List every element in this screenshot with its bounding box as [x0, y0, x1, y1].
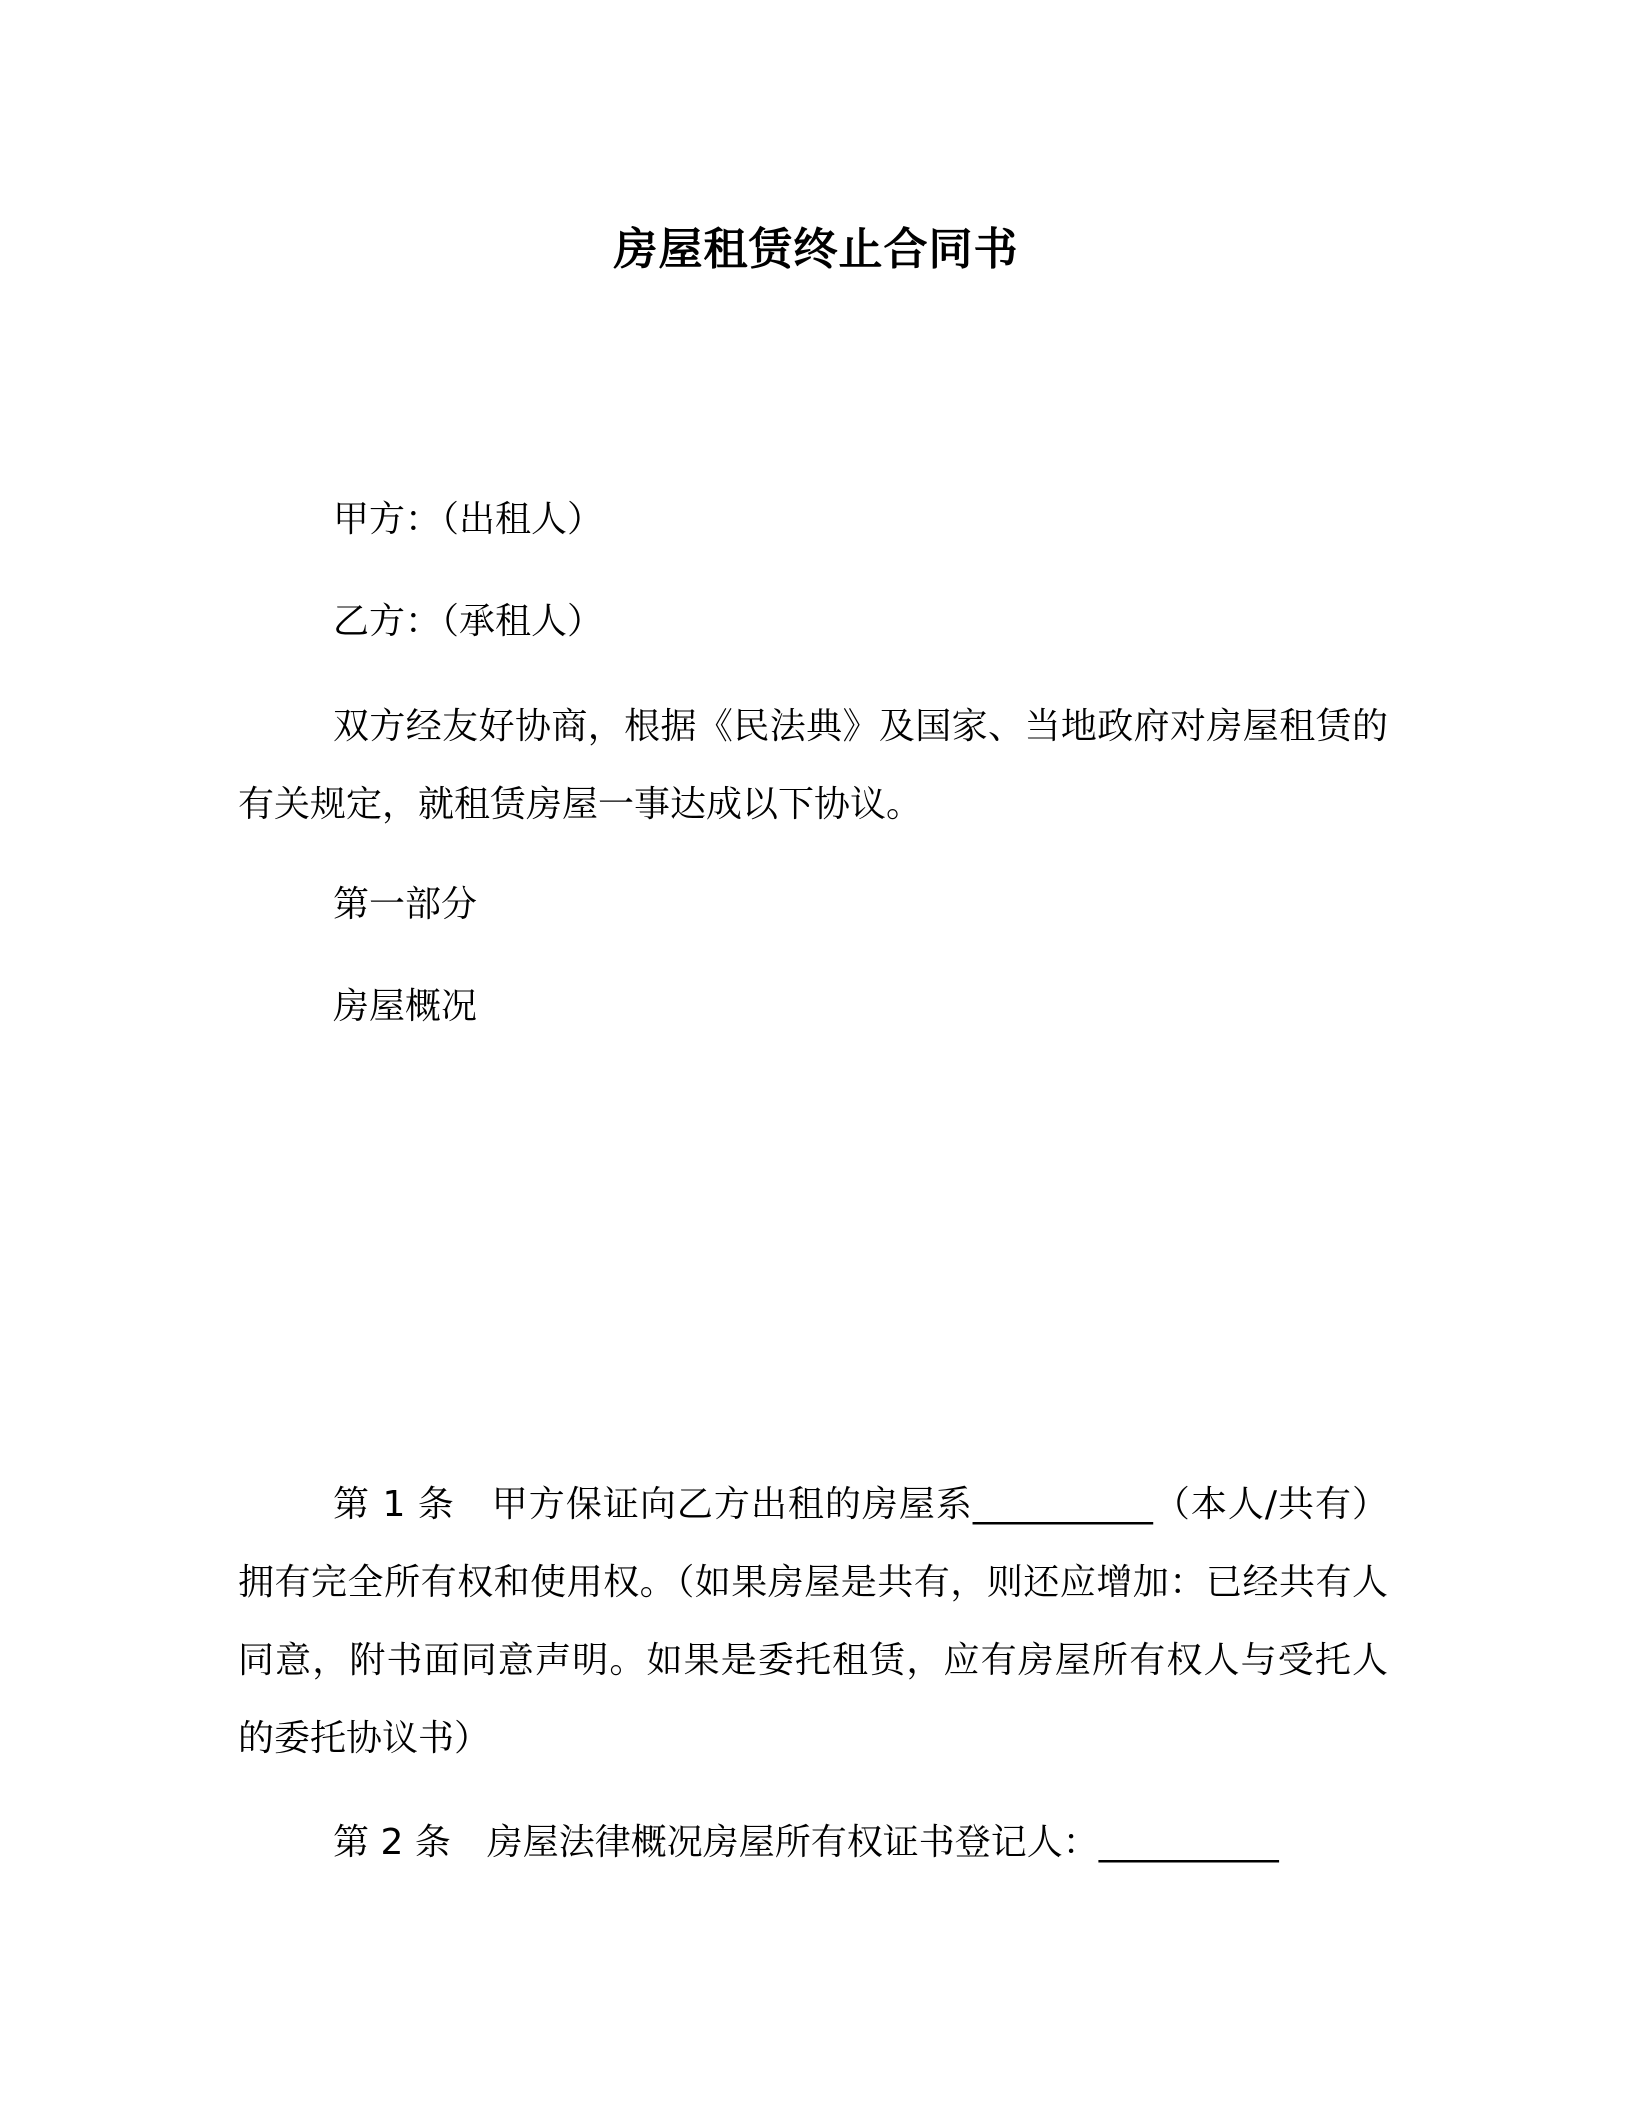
party-a-line: 甲方：（出租人）: [333, 499, 604, 540]
section-heading: 房屋概况: [333, 986, 478, 1027]
part-heading: 第一部分: [333, 884, 478, 925]
article-2-line: 第 2 条 房屋法律概况房屋所有权证书登记人：__________: [333, 1822, 1279, 1863]
document-title: 房屋租赁终止合同书: [613, 224, 1019, 275]
article-1-paragraph: 第 1 条 甲方保证向乙方出租的房屋系__________（本人/共有）拥有完全所有权和使用权。（如果房屋是共有，则还应增加：已经共有人同意，附书面同意声明。如果是委托租赁，应有房屋所有权人与受托人的委托协议书）: [238, 1484, 1388, 1759]
party-b-line: 乙方：（承租人）: [333, 601, 604, 642]
intro-paragraph: 双方经友好协商，根据《民法典》及国家、当地政府对房屋租赁的有关规定，就租赁房屋一事达成以下协议。: [238, 706, 1388, 825]
